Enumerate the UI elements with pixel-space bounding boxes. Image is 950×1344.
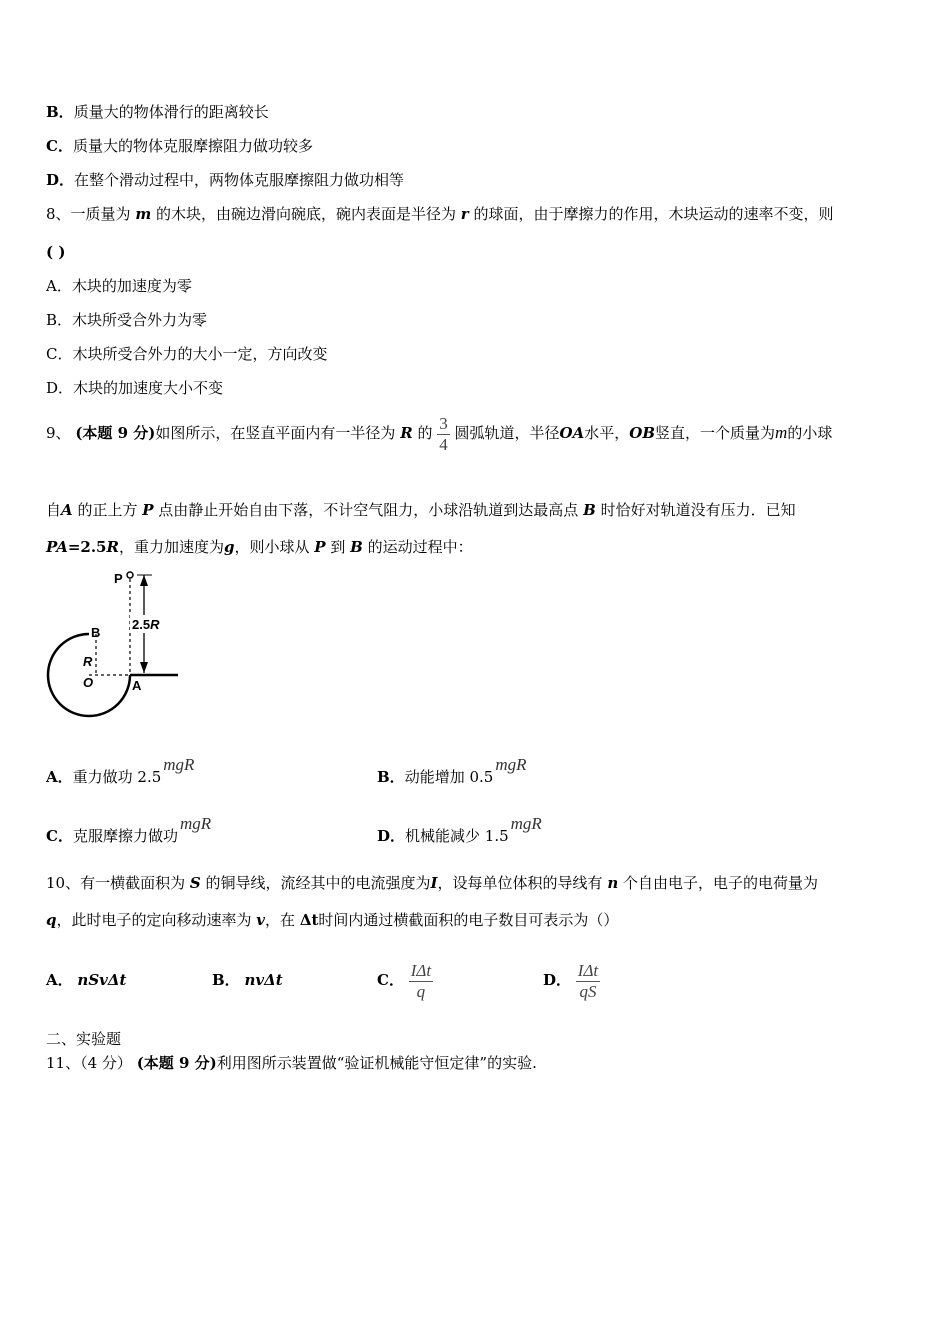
arrow-down-icon: [140, 662, 148, 673]
point-p: [127, 572, 133, 578]
q10-option-c: C． $\frac{\text{IΔt}}{q}$: [377, 960, 432, 1001]
q8-option-b: B．木块所受合外力为零: [46, 311, 208, 329]
q8-option-a: A．木块的加速度为零: [46, 277, 192, 295]
q11-stem: 11、（4 分） (本题 9 分)利用图所示装置做“验证机械能守恒定律”的实验.: [46, 1054, 537, 1072]
q10-option-b: B． nvΔt: [212, 971, 283, 989]
three-quarters-fraction: $\frac{3}{4}$: [439, 413, 448, 454]
q8-answer-paren: ( ): [46, 243, 66, 261]
fig-label-b: B: [91, 625, 101, 640]
q9-stem-line3: PA=2.5R，重力加速度为g，则小球从 P 到 B 的运动过程中：: [46, 538, 473, 556]
q10-option-a: A． nSvΔt: [46, 971, 127, 989]
fig-label-a: A: [132, 678, 142, 693]
fig-label-r: R: [83, 654, 93, 669]
q10-stem-line2: q，此时电子的定向移动速率为 v，在 Δt时间内通过横截面积的电子数目可表示为（）: [46, 911, 619, 929]
q9-figure: [40, 565, 190, 725]
q9-stem-line2: 自A 的正上方 P 点由静止开始自由下落，不计空气阻力，小球沿轨道到达最高点 B 时恰好对轨道没有压力．已知: [46, 501, 796, 519]
arrow-up-icon: [140, 575, 148, 586]
fig-label-o: O: [83, 675, 94, 690]
q7-option-b: B．质量大的物体滑行的距离较长: [46, 103, 269, 121]
q9-option-a: A．重力做功 2.5mgR: [46, 755, 195, 786]
fig-label-distance: 2.5R: [132, 617, 160, 632]
q7-option-c: C．质量大的物体克服摩擦阻力做功较多: [46, 137, 313, 155]
q9-option-c: C．克服摩擦力做功mgR: [46, 814, 212, 845]
q10-option-d: D． $\frac{\text{IΔt}}{qS}$: [543, 960, 599, 1001]
q10-stem-line1: 10、有一横截面积为 S 的铜导线，流经其中的电流强度为I，设每单位体积的导线有 n 个自由电子，电子的电荷量为: [46, 874, 819, 892]
section-title: 二、实验题: [46, 1030, 122, 1048]
q9-option-b: B．动能增加 0.5mgR: [377, 755, 527, 786]
q8-option-c: C．木块所受合外力的大小一定，方向改变: [46, 345, 328, 363]
q7-option-d: D．在整个滑动过程中，两物体克服摩擦阻力做功相等: [46, 171, 405, 189]
q8-stem: 8、一质量为 m 的木块，由碗边滑向碗底，碗内表面是半径为 r 的球面，由于摩擦力的作用，木块运动的速率不变，则: [46, 205, 834, 223]
q8-option-d: D．木块的加速度大小不变: [46, 379, 224, 397]
q9-stem-line1: 9、 (本题 9 分)如图所示，在竖直平面内有一半径为 R 的 $\frac{3}{4}$ 圆弧轨道，半径OA水平，OB竖直，一个质量为m的小球: [46, 413, 833, 454]
fig-label-p: P: [114, 571, 123, 586]
q9-option-d: D．机械能减少 1.5mgR: [377, 814, 542, 845]
